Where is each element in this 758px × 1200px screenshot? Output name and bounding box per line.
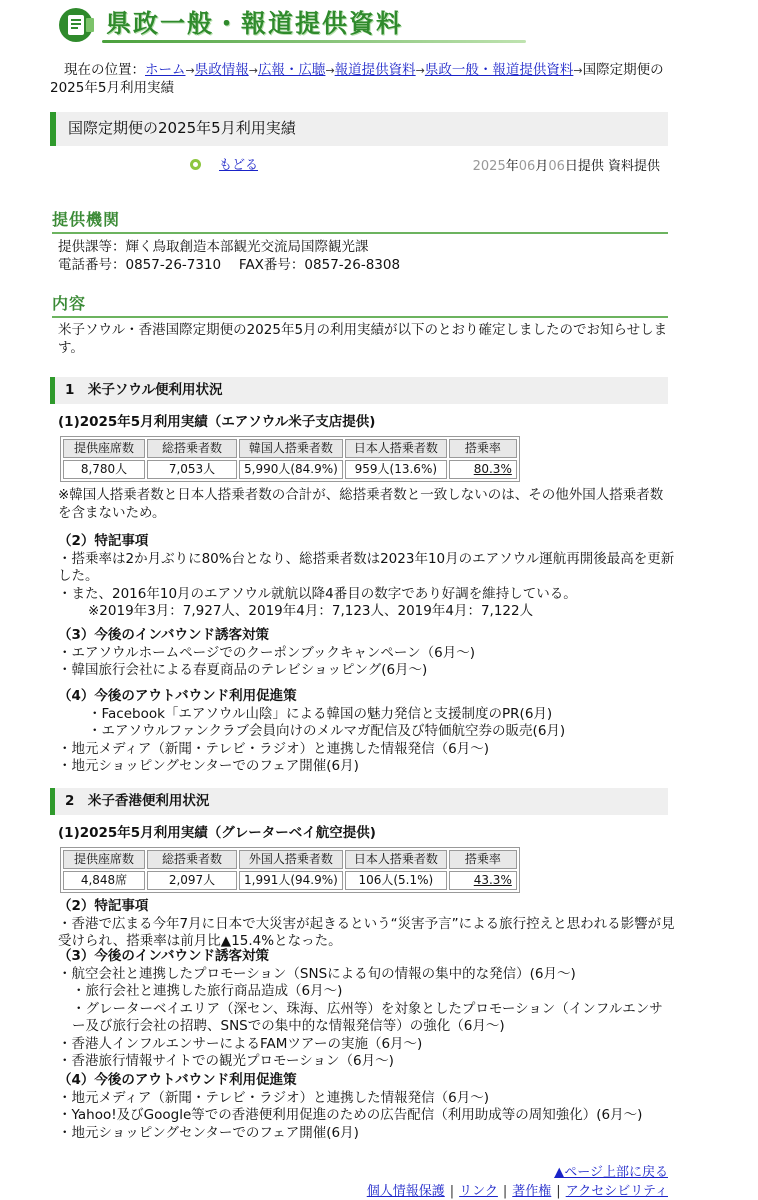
table-cell: 5,990人(84.9%) xyxy=(239,460,343,479)
provided-month: 06 xyxy=(518,159,536,174)
table-header-cell: 韓国人搭乗者数 xyxy=(239,439,343,458)
list-item: ・エアソウルファンクラブ会員向けのメルマガ配信及び特価航空券の販売(6月) xyxy=(88,723,566,740)
breadcrumb-arrow: → xyxy=(573,64,583,77)
list-item: ・香港で広まる今年7月に日本で大災害が起きるという“災害予言”による旅行控えと思われる影響が見受けられ、搭乗率は前月比▲15.4%となった。 xyxy=(58,915,675,950)
list-item: ・香港人インフルエンサーによるFAMツアーの実施（6月～) xyxy=(58,1035,423,1052)
list-item: ・地元ショッピングセンターでのフェア開催(6月) xyxy=(58,758,359,775)
hongkong-inbound xyxy=(58,948,676,1071)
provided-month-suffix: 月 xyxy=(535,159,549,174)
table-header-cell: 総搭乗者数 xyxy=(147,439,237,458)
banner-title: 県政一般・報道提供資料 xyxy=(106,9,404,38)
list-item: ・航空会社と連携したプロモーション（SNSによる旬の情報の集中的な発信）(6月～) xyxy=(58,965,576,982)
header-banner xyxy=(58,6,528,44)
agency-info xyxy=(58,239,670,274)
list-item: ・搭乗率は2か月ぶりに80%台となり、総搭乗者数は2023年10月のエアソウル運航再開後最高を更新した。 xyxy=(58,550,675,585)
list-item: ・地元ショッピングセンターでのフェア開催(6月) xyxy=(58,1124,359,1141)
seoul-heading: 1 米子ソウル便利用状況 xyxy=(50,377,668,404)
agency-dept: 提供課等：輝く鳥取創造本部観光交流局国際観光課 xyxy=(58,239,369,255)
seoul-outbound xyxy=(58,688,676,776)
list-item: ・韓国旅行会社による春夏商品のテレビショッピング(6月～) xyxy=(58,662,428,679)
breadcrumb-arrow: → xyxy=(325,64,335,77)
breadcrumb-arrow: → xyxy=(248,64,258,77)
list-item: ・地元メディア（新聞・テレビ・ラジオ）と連携した情報発信（6月～) xyxy=(58,740,490,757)
table-header-cell: 搭乗率 xyxy=(449,439,517,458)
table-cell: 7,053人 xyxy=(147,460,237,479)
footer-copyright-link[interactable]: 著作権 xyxy=(512,1184,552,1199)
breadcrumb-pr[interactable]: 広報・広聴 xyxy=(257,62,326,78)
footer-privacy-link[interactable]: 個人情報保護 xyxy=(366,1184,445,1199)
table-header-row xyxy=(63,850,517,869)
breadcrumb-press[interactable]: 報道提供資料 xyxy=(334,62,416,78)
document-icon xyxy=(58,6,98,44)
seoul-inbound xyxy=(58,627,676,680)
hongkong-inbound-head: （3）今後のインバウンド誘客対策 xyxy=(58,948,269,964)
hongkong-outbound-head: （4）今後のアウトバウンド利用促進策 xyxy=(58,1072,297,1088)
table-header-cell: 外国人搭乗者数 xyxy=(239,850,343,869)
breadcrumb-current: 国際定期便の2025年5月利用実績 xyxy=(50,62,664,96)
hongkong-stats-table xyxy=(60,847,520,893)
seoul-special xyxy=(58,533,676,621)
table-row xyxy=(63,460,517,479)
breadcrumb xyxy=(50,62,670,98)
footer-separator: | xyxy=(502,1184,508,1199)
list-item: ・また、2016年10月のエアソウル就航以降4番目の数字であり好調を維持している。 xyxy=(58,585,577,602)
hongkong-table-caption: (1)2025年5月利用実績（グレーターベイ航空提供) xyxy=(58,825,376,841)
breadcrumb-general-press[interactable]: 県政一般・報道提供資料 xyxy=(424,62,574,78)
seoul-stats-table xyxy=(60,436,520,482)
agency-phone: 電話番号：0857-26-7310 FAX番号：0857-26-8308 xyxy=(58,256,401,273)
table-cell: 106人(5.1%) xyxy=(345,871,447,890)
list-item: ・グレーターベイエリア（深セン、珠海、広州等）を対象としたプロモーション（インフルエンサー及び旅行会社の招聘、SNSでの集中的な情報発信等）の強化（6月～) xyxy=(72,1000,663,1035)
table-cell: 80.3% xyxy=(449,460,517,479)
table-row xyxy=(63,871,517,890)
table-header-row xyxy=(63,439,517,458)
list-item: ・Yahoo!及びGoogle等での香港便利用促進のための広告配信（利用助成等の周知強化）(6月～) xyxy=(58,1107,643,1124)
back-link[interactable]: もどる xyxy=(219,158,259,173)
table-header-cell: 提供座席数 xyxy=(63,439,145,458)
provided-year: 2025 xyxy=(472,159,506,174)
list-item: ・地元メディア（新聞・テレビ・ラジオ）と連携した情報発信（6月～) xyxy=(58,1089,490,1106)
breadcrumb-arrow: → xyxy=(185,64,195,77)
list-item: ※2019年3月：7,927人、2019年4月：7,123人、2019年4月：7,122人 xyxy=(88,603,534,620)
seoul-note: ※韓国人搭乗者数と日本人搭乗者数の合計が、総搭乗者数と一致しないのは、その他外国人搭乗者数を含まないため。 xyxy=(58,487,664,521)
contents-intro: 米子ソウル・香港国際定期便の2025年5月の利用実績が以下のとおり確定しましたのでお知らせします。 xyxy=(58,322,668,356)
provided-date xyxy=(473,159,660,175)
seoul-table-caption: (1)2025年5月利用実績（エアソウル米子支店提供) xyxy=(58,414,376,430)
breadcrumb-home[interactable]: ホーム xyxy=(145,62,186,78)
list-item: ・エアソウルホームページでのクーポンブックキャンペーン（6月～) xyxy=(58,644,475,661)
list-item: ・旅行会社と連携した旅行商品造成（6月～) xyxy=(72,983,343,1000)
footer-links xyxy=(367,1184,668,1200)
table-header-cell: 日本人搭乗者数 xyxy=(345,439,447,458)
provided-day-suffix: 日提供 資料提供 xyxy=(564,159,660,174)
table-header-cell: 提供座席数 xyxy=(63,850,145,869)
hongkong-special xyxy=(58,898,676,951)
table-cell: 4,848席 xyxy=(63,871,145,890)
table-cell: 1,991人(94.9%) xyxy=(239,871,343,890)
seoul-inbound-head: （3）今後のインバウンド誘客対策 xyxy=(58,627,269,643)
agency-heading: 提供機関 xyxy=(52,210,668,234)
back-to-top-link[interactable]: ▲ページ上部に戻る xyxy=(554,1165,668,1180)
breadcrumb-prefinfo[interactable]: 県政情報 xyxy=(194,62,249,78)
footer-separator: | xyxy=(449,1184,455,1199)
provided-day: 06 xyxy=(548,159,565,174)
banner-underline xyxy=(102,40,526,43)
table-cell: 959人(13.6%) xyxy=(345,460,447,479)
provided-year-suffix: 年 xyxy=(505,159,519,174)
table-cell: 43.3% xyxy=(449,871,517,890)
table-cell: 2,097人 xyxy=(147,871,237,890)
hongkong-heading: 2 米子香港便利用状況 xyxy=(50,788,668,815)
hongkong-outbound xyxy=(58,1072,676,1142)
footer-accessibility-link[interactable]: アクセシビリティ xyxy=(565,1184,668,1199)
footer-separator: | xyxy=(556,1184,561,1199)
footer-link-link[interactable]: リンク xyxy=(459,1184,498,1199)
table-header-cell: 搭乗率 xyxy=(449,850,517,869)
contents-heading: 内容 xyxy=(52,294,668,318)
seoul-special-head: （2）特記事項 xyxy=(58,533,149,549)
list-item: ・香港旅行情報サイトでの観光プロモーション（6月～) xyxy=(58,1053,394,1070)
breadcrumb-lead: 現在の位置： xyxy=(64,62,145,78)
page-title: 国際定期便の2025年5月利用実績 xyxy=(50,112,668,146)
table-cell: 8,780人 xyxy=(63,460,145,479)
table-header-cell: 日本人搭乗者数 xyxy=(345,850,447,869)
seoul-outbound-head: （4）今後のアウトバウンド利用促進策 xyxy=(58,688,297,704)
back-link-wrap xyxy=(190,158,258,174)
hongkong-special-head: （2）特記事項 xyxy=(58,898,149,914)
table-header-cell: 総搭乗者数 xyxy=(147,850,237,869)
back-arrow-icon xyxy=(190,159,201,170)
list-item: ・Facebook「エアソウル山陰」による韓国の魅力発信と支援制度のPR(6月) xyxy=(88,705,553,722)
breadcrumb-arrow: → xyxy=(415,64,425,77)
